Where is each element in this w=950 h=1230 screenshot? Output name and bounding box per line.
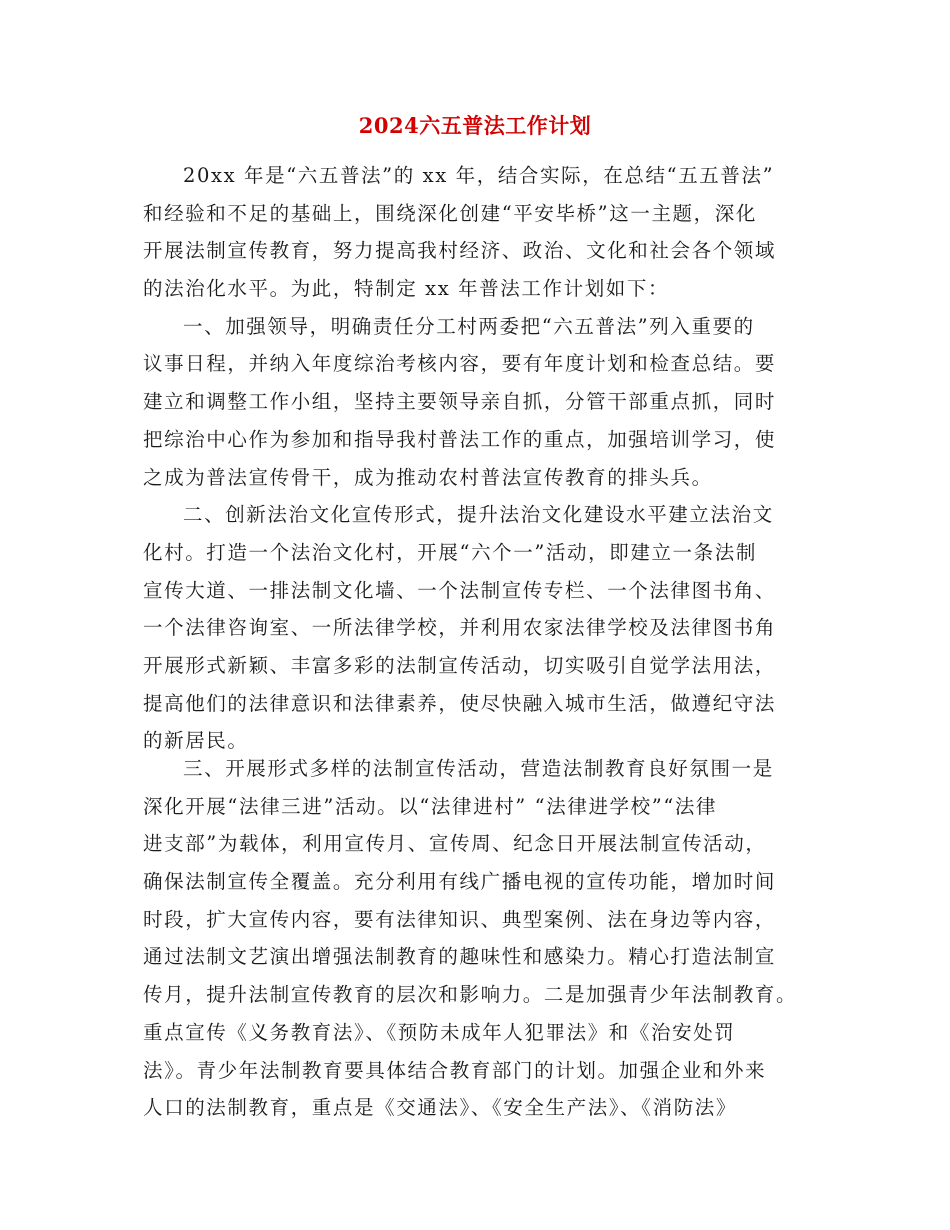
- paragraph-line: 一个法律咨询室、一所法律学校，并利用农家法律学校及法律图书角: [143, 616, 777, 640]
- paragraph-line: 20xx 年是“六五普法”的 xx 年，结合实际，在总结“五五普法”: [183, 164, 775, 187]
- paragraph-line: 提高他们的法律意识和法律素养，使尽快融入城市生活，做遵纪守法: [143, 691, 777, 715]
- paragraph-line: 通过法制文艺演出增强法制教育的趣味性和感染力。精心打造法制宣: [143, 945, 777, 969]
- paragraph-line: 重点宣传《义务教育法》、《预防未成年人犯罪法》和《治安处罚: [143, 1020, 736, 1044]
- paragraph-line: 法》。青少年法制教育要具体结合教育部门的计划。加强企业和外来: [143, 1058, 767, 1082]
- paragraph-line: 化村。打造一个法治文化村，开展“六个一”活动，即建立一条法制: [143, 540, 757, 564]
- paragraph-line: 三、开展形式多样的法制宣传活动，营造法制教育良好氛围一是: [183, 757, 774, 780]
- paragraph-line: 二、创新法治文化宣传形式，提升法治文化建设水平建立法治文: [183, 503, 774, 527]
- paragraph-line: 建立和调整工作小组，坚持主要领导亲自抓，分管干部重点抓，同时: [143, 390, 777, 414]
- document-title: 2024六五普法工作计划: [358, 113, 592, 138]
- paragraph-line: 开展形式新颖、丰富多彩的法制宣传活动，切实吸引自觉学法用法，: [143, 653, 777, 677]
- paragraph-line: 的新居民。: [143, 729, 249, 753]
- paragraph-line: 和经验和不足的基础上，围绕深化创建“平安毕桥”这一主题，深化: [143, 201, 757, 225]
- paragraph-line: 之成为普法宣传骨干，成为推动农村普法宣传教育的排头兵。: [143, 465, 713, 489]
- paragraph-line: 把综治中心作为参加和指导我村普法工作的重点，加强培训学习，使: [143, 427, 777, 451]
- paragraph-section-three: [143, 750, 797, 1127]
- paragraph-line: 宣传大道、一排法制文化墙、一个法制宣传专栏、一个法律图书角、: [143, 578, 777, 602]
- paragraph-line: 深化开展“法律三进”活动。以“法律进村” “法律进学校”“法律: [143, 794, 718, 818]
- paragraph-line: 的法治化水平。为此，特制定 xx 年普法工作计划如下：: [143, 277, 670, 301]
- paragraph-line: 时段，扩大宣传内容，要有法律知识、典型案例、法在身边等内容，: [143, 907, 777, 931]
- paragraph-line: 确保法制宣传全覆盖。充分利用有线广播电视的宣传功能，增加时间: [143, 870, 777, 894]
- paragraph-line: 议事日程，并纳入年度综治考核内容，要有年度计划和检查总结。要: [143, 352, 777, 376]
- paragraph-intro: [143, 157, 776, 760]
- paragraph-line: 传月，提升法制宣传教育的层次和影响力。二是加强青少年法制教育。: [143, 983, 798, 1007]
- paragraph-line: 一、加强领导，明确责任分工村两委把“六五普法”列入重要的: [183, 314, 755, 338]
- paragraph-line: 进支部”为载体，利用宣传月、宣传周、纪念日开展法制宣传活动，: [143, 832, 767, 856]
- paragraph-line: 人口的法制教育，重点是《交通法》、《安全生产法》、《消防法》: [143, 1096, 738, 1120]
- paragraph-line: 开展法制宣传教育，努力提高我村经济、政治、文化和社会各个领域: [143, 239, 777, 263]
